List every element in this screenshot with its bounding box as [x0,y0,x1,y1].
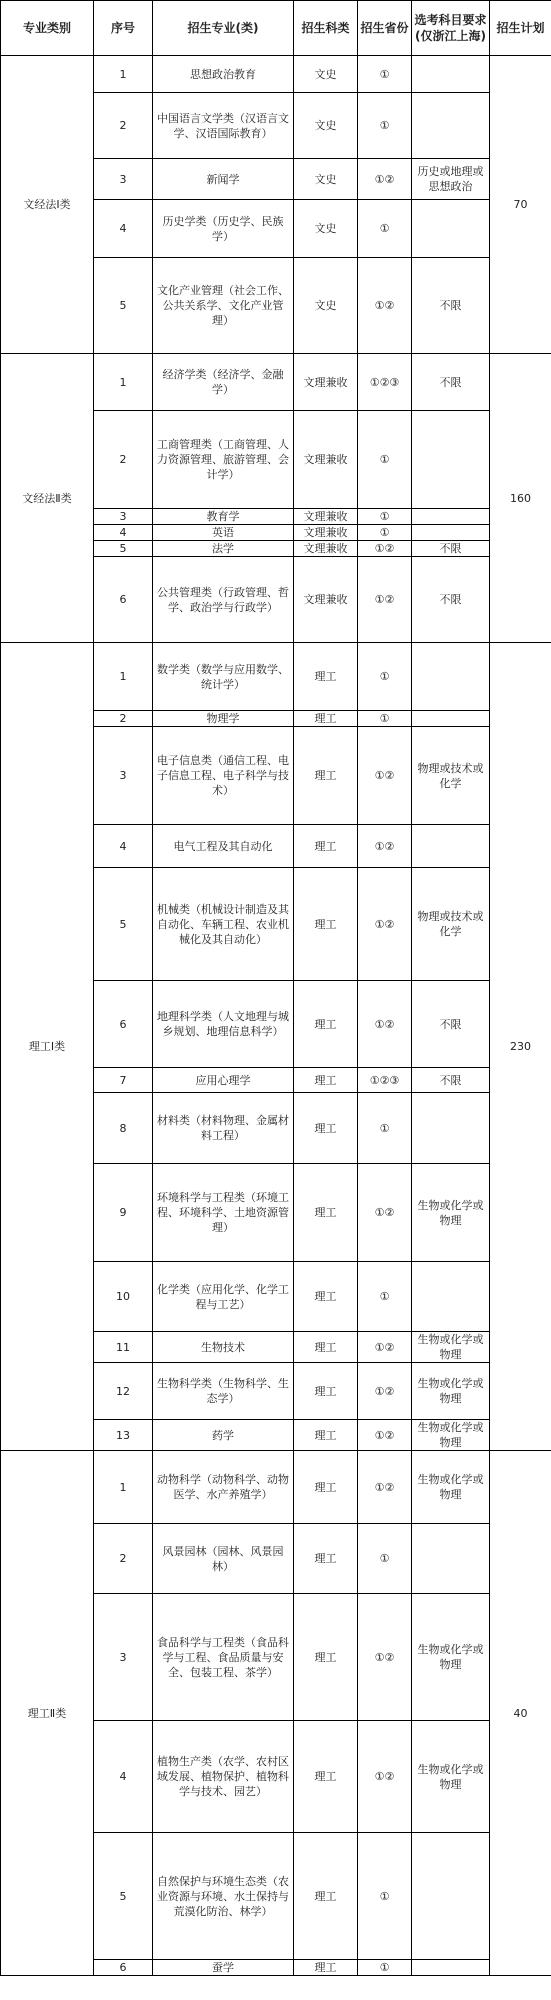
requirement-cell: 历史或地理或思想政治 [412,159,490,200]
seq-cell: 3 [94,509,153,525]
requirement-cell: 生物或化学或物理 [412,1420,490,1451]
major-cell: 新闻学 [153,159,294,200]
requirement-cell [412,509,490,525]
header-major: 招生专业(类) [153,1,294,56]
province-cell: ①② [358,1721,412,1833]
seq-cell: 11 [94,1332,153,1363]
requirement-cell [412,200,490,258]
subject-cell: 理工 [294,1451,358,1524]
seq-cell: 6 [94,557,153,643]
subject-cell: 理工 [294,1262,358,1332]
requirement-cell: 不限 [412,981,490,1068]
plan-cell: 70 [490,56,551,354]
requirement-cell: 生物或化学或物理 [412,1451,490,1524]
header-seq: 序号 [94,1,153,56]
province-cell: ①② [358,557,412,643]
province-cell: ①② [358,1594,412,1721]
requirement-cell: 物理或技术或化学 [412,727,490,825]
subject-cell: 文理兼收 [294,509,358,525]
requirement-cell: 生物或化学或物理 [412,1164,490,1262]
subject-cell: 理工 [294,1524,358,1594]
seq-cell: 10 [94,1262,153,1332]
subject-cell: 理工 [294,1164,358,1262]
requirement-cell: 不限 [412,557,490,643]
requirement-cell: 不限 [412,354,490,411]
seq-cell: 7 [94,1068,153,1093]
subject-cell: 文理兼收 [294,411,358,509]
major-cell: 工商管理类（工商管理、人力资源管理、旅游管理、会计学） [153,411,294,509]
seq-cell: 2 [94,411,153,509]
province-cell: ①② [358,1363,412,1420]
subject-cell: 理工 [294,643,358,711]
subject-cell: 理工 [294,1332,358,1363]
major-cell: 物理学 [153,711,294,727]
requirement-cell: 不限 [412,258,490,354]
subject-cell: 理工 [294,1068,358,1093]
province-cell: ① [358,711,412,727]
seq-cell: 5 [94,258,153,354]
seq-cell: 2 [94,93,153,159]
subject-cell: 理工 [294,1363,358,1420]
subject-cell: 文史 [294,56,358,93]
major-cell: 英语 [153,525,294,541]
header-row [1,1,551,56]
seq-cell: 4 [94,825,153,868]
seq-cell: 2 [94,711,153,727]
subject-cell: 理工 [294,1594,358,1721]
requirement-cell [412,525,490,541]
header-category: 专业类别 [1,1,94,56]
province-cell: ① [358,1960,412,1976]
province-cell: ①② [358,868,412,981]
requirement-cell [412,1960,490,1976]
major-cell: 电子信息类（通信工程、电子信息工程、电子科学与技术） [153,727,294,825]
seq-cell: 4 [94,1721,153,1833]
requirement-cell: 不限 [412,541,490,557]
requirement-cell [412,56,490,93]
seq-cell: 5 [94,1833,153,1960]
table-row [1,56,551,93]
subject-cell: 理工 [294,711,358,727]
province-cell: ① [358,1093,412,1164]
seq-cell: 2 [94,1524,153,1594]
seq-cell: 1 [94,643,153,711]
province-cell: ① [358,525,412,541]
province-cell: ① [358,1833,412,1960]
category-cell: 文经法Ⅰ类 [1,56,94,354]
subject-cell: 文史 [294,258,358,354]
requirement-cell [412,1093,490,1164]
seq-cell: 1 [94,1451,153,1524]
subject-cell: 理工 [294,1721,358,1833]
major-cell: 化学类（应用化学、化学工程与工艺） [153,1262,294,1332]
subject-cell: 文史 [294,159,358,200]
province-cell: ① [358,411,412,509]
province-cell: ①② [358,258,412,354]
seq-cell: 1 [94,56,153,93]
province-cell: ① [358,643,412,711]
province-cell: ① [358,93,412,159]
table-row [1,1451,551,1524]
seq-cell: 1 [94,354,153,411]
requirement-cell [412,643,490,711]
header-requirement: 选考科目要求(仅浙江上海) [412,1,490,56]
requirement-cell: 不限 [412,1068,490,1093]
province-cell: ①② [358,1451,412,1524]
subject-cell: 文史 [294,200,358,258]
category-cell: 理工Ⅰ类 [1,643,94,1451]
requirement-cell [412,411,490,509]
requirement-cell [412,1262,490,1332]
seq-cell: 6 [94,1960,153,1976]
header-province: 招生省份 [358,1,412,56]
province-cell: ①② [358,727,412,825]
major-cell: 文化产业管理（社会工作、公共关系学、文化产业管理） [153,258,294,354]
requirement-cell: 生物或化学或物理 [412,1721,490,1833]
province-cell: ①②③ [358,354,412,411]
province-cell: ①② [358,159,412,200]
subject-cell: 理工 [294,981,358,1068]
province-cell: ①② [358,541,412,557]
major-cell: 思想政治教育 [153,56,294,93]
plan-cell: 230 [490,643,551,1451]
major-cell: 应用心理学 [153,1068,294,1093]
requirement-cell [412,1833,490,1960]
province-cell: ① [358,1262,412,1332]
category-cell: 文经法Ⅱ类 [1,354,94,643]
major-cell: 法学 [153,541,294,557]
subject-cell: 理工 [294,1093,358,1164]
requirement-cell [412,1524,490,1594]
major-cell: 电气工程及其自动化 [153,825,294,868]
requirement-cell [412,93,490,159]
major-cell: 机械类（机械设计制造及其自动化、车辆工程、农业机械化及其自动化） [153,868,294,981]
subject-cell: 文史 [294,93,358,159]
seq-cell: 5 [94,541,153,557]
major-cell: 经济学类（经济学、金融学） [153,354,294,411]
major-cell: 蚕学 [153,1960,294,1976]
seq-cell: 5 [94,868,153,981]
major-cell: 中国语言文学类（汉语言文学、汉语国际教育） [153,93,294,159]
seq-cell: 13 [94,1420,153,1451]
major-cell: 材料类（材料物理、金属材料工程） [153,1093,294,1164]
province-cell: ①② [358,825,412,868]
province-cell: ①② [358,1420,412,1451]
major-cell: 教育学 [153,509,294,525]
major-cell: 数学类（数学与应用数学、统计学） [153,643,294,711]
subject-cell: 理工 [294,1833,358,1960]
province-cell: ①② [358,1332,412,1363]
major-cell: 自然保护与环境生态类（农业资源与环境、水土保持与荒漠化防治、林学） [153,1833,294,1960]
seq-cell: 3 [94,1594,153,1721]
major-cell: 药学 [153,1420,294,1451]
seq-cell: 3 [94,727,153,825]
major-cell: 生物科学类（生物科学、生态学） [153,1363,294,1420]
requirement-cell: 生物或化学或物理 [412,1594,490,1721]
requirement-cell [412,711,490,727]
seq-cell: 8 [94,1093,153,1164]
table-row [1,354,551,411]
header-subject: 招生科类 [294,1,358,56]
major-cell: 风景园林（园林、风景园林） [153,1524,294,1594]
major-cell: 公共管理类（行政管理、哲学、政治学与行政学） [153,557,294,643]
category-cell: 理工Ⅱ类 [1,1451,94,1976]
province-cell: ① [358,1524,412,1594]
major-cell: 食品科学与工程类（食品科学与工程、食品质量与安全、包装工程、茶学） [153,1594,294,1721]
seq-cell: 9 [94,1164,153,1262]
subject-cell: 理工 [294,1960,358,1976]
seq-cell: 12 [94,1363,153,1420]
major-cell: 历史学类（历史学、民族学） [153,200,294,258]
province-cell: ①② [358,1164,412,1262]
province-cell: ① [358,200,412,258]
plan-cell: 40 [490,1451,551,1976]
province-cell: ①② [358,981,412,1068]
seq-cell: 3 [94,159,153,200]
seq-cell: 6 [94,981,153,1068]
subject-cell: 文理兼收 [294,525,358,541]
province-cell: ① [358,509,412,525]
subject-cell: 文理兼收 [294,557,358,643]
seq-cell: 4 [94,525,153,541]
table-row [1,643,551,711]
major-cell: 环境科学与工程类（环境工程、环境科学、土地资源管理） [153,1164,294,1262]
subject-cell: 理工 [294,1420,358,1451]
major-cell: 动物科学（动物科学、动物医学、水产养殖学） [153,1451,294,1524]
requirement-cell: 物理或技术或化学 [412,868,490,981]
major-cell: 植物生产类（农学、农村区域发展、植物保护、植物科学与技术、园艺） [153,1721,294,1833]
major-cell: 生物技术 [153,1332,294,1363]
subject-cell: 理工 [294,825,358,868]
plan-cell: 160 [490,354,551,643]
subject-cell: 文理兼收 [294,541,358,557]
province-cell: ①②③ [358,1068,412,1093]
province-cell: ① [358,56,412,93]
header-plan: 招生计划 [490,1,551,56]
subject-cell: 理工 [294,868,358,981]
requirement-cell [412,825,490,868]
requirement-cell: 生物或化学或物理 [412,1363,490,1420]
subject-cell: 理工 [294,727,358,825]
requirement-cell: 生物或化学或物理 [412,1332,490,1363]
subject-cell: 文理兼收 [294,354,358,411]
major-cell: 地理科学类（人文地理与城乡规划、地理信息科学） [153,981,294,1068]
seq-cell: 4 [94,200,153,258]
